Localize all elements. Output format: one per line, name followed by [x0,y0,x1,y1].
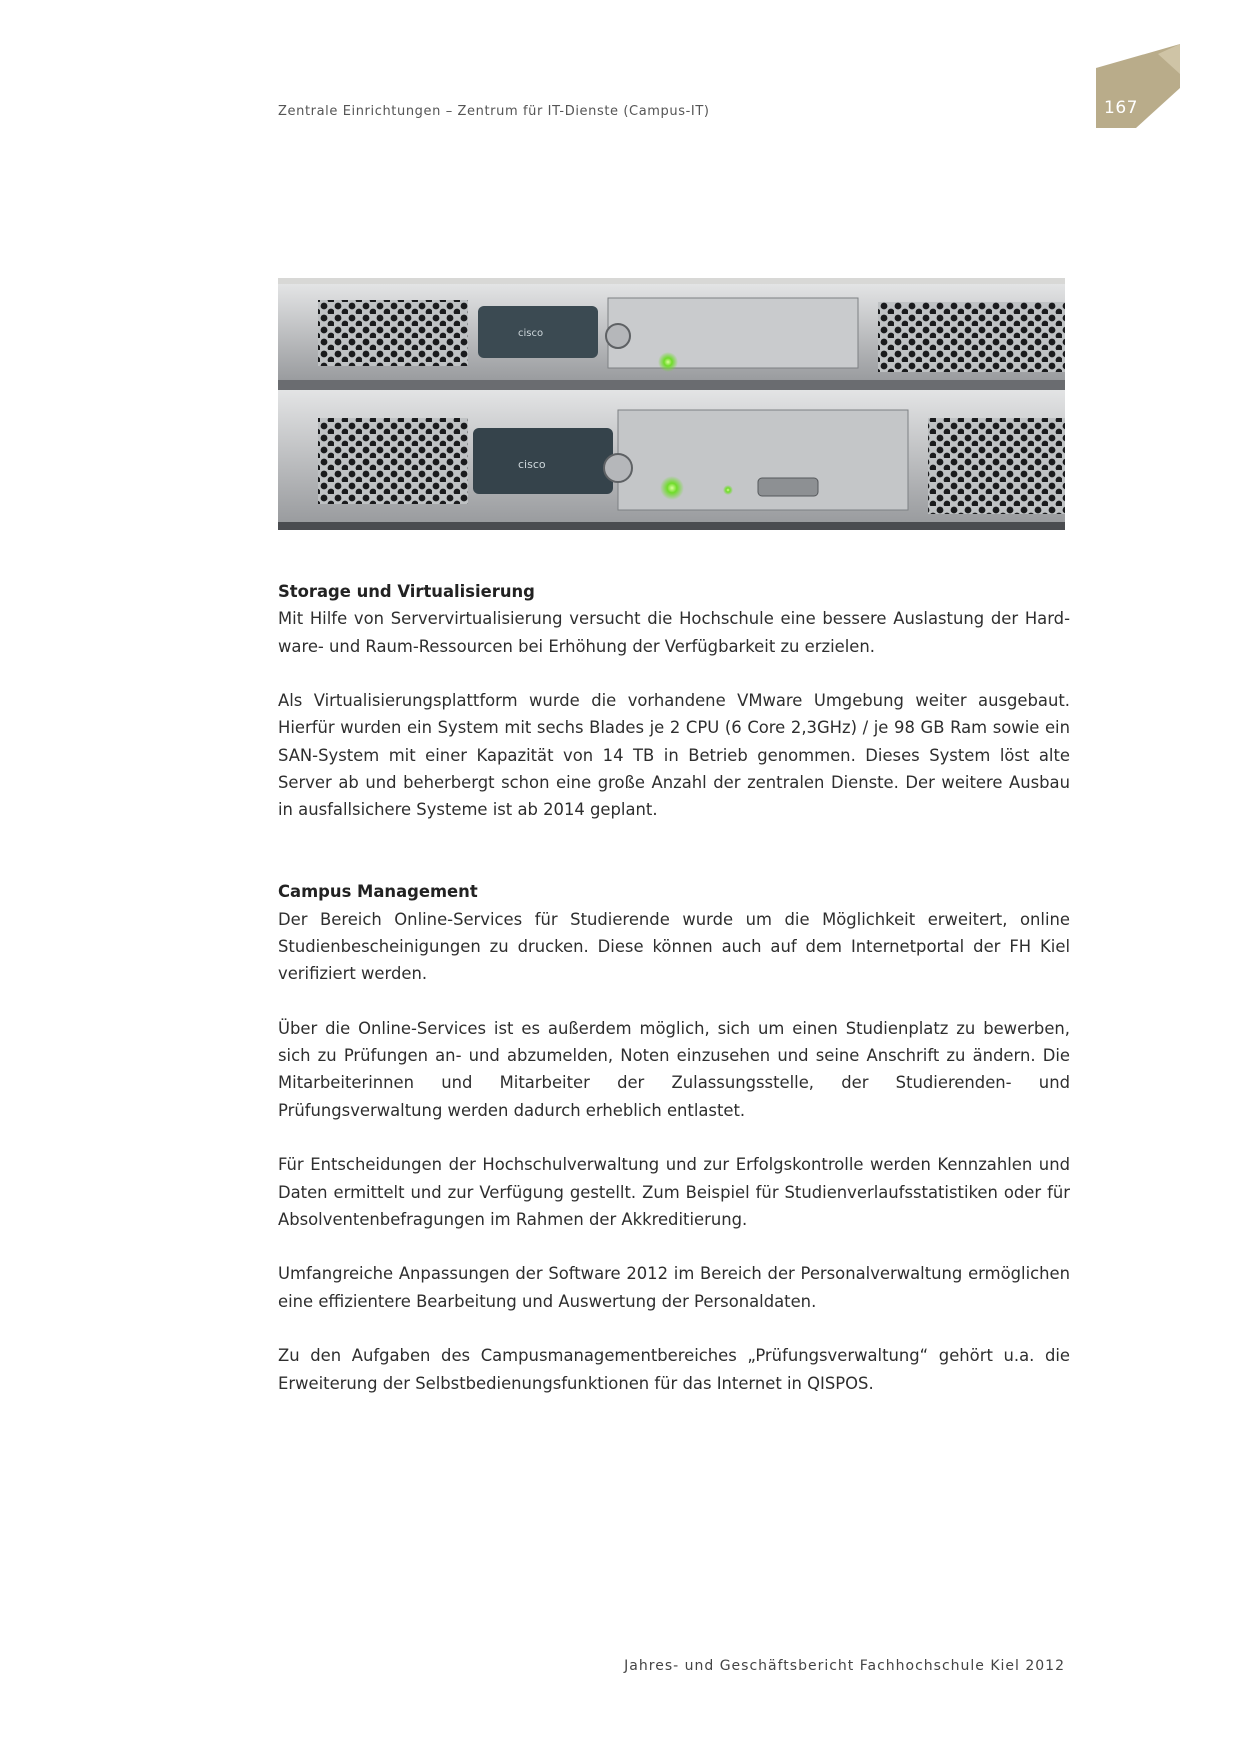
paragraph: Mit Hilfe von Servervirtualisierung versucht die Hochschule eine bessere Auslastung der Hardware- und Raum-Ressourcen bei Erhöhung der Verfügbarkeit zu erzielen. [278,609,1070,656]
paragraph: Umfangreiche Anpassungen der Software 2012 im Bereich der Personalverwaltung ermöglichen eine effizientere Bearbeitung und Auswertung der Personaldaten. [278,1264,1070,1311]
page-number: 167 [1104,98,1138,118]
running-footer: Jahres- und Geschäftsbericht Fachhochschule Kiel 2012 [624,1658,1065,1674]
section-spacer [278,851,1070,878]
cisco-logo-top: cisco [518,328,544,339]
cisco-logo-bottom: cisco [518,458,546,471]
paragraph: Für Entscheidungen der Hochschulverwaltung und zur Erfolgskontrolle werden Kennzahlen und Daten ermittelt und zur Verfügung gestellt. Zum Beispiel für Studienverlaufsstatistiken oder für Absolventenbefragungen im Rahmen der Akkreditierung. [278,1155,1070,1229]
article-body [278,578,1070,1424]
server-blade-photo-icon [278,278,1065,530]
running-header: Zentrale Einrichtungen – Zentrum für IT-Dienste (Campus-IT) [278,104,710,119]
paragraph: Zu den Aufgaben des Campusmanagementbereiches „Prüfungsverwaltung“ gehört u.a. die Erweiterung der Selbstbedienungsfunktionen für das Internet in QISPOS. [278,1346,1070,1393]
paragraph: Der Bereich Online-Services für Studierende wurde um die Möglichkeit erweitert, online Studienbescheinigungen zu drucken. Diese können auch auf dem Internetportal der FH Kiel verifiziert werden. [278,909,1070,984]
paragraph: Über die Online-Services ist es außerdem möglich, sich um einen Studienplatz zu bewerben, sich zu Prüfungen an- und abzumelden, Noten einzusehen und seine Anschrift zu ändern. Die Mitarbeiterinnen und Mitarbeiter der Zulassungsstelle, der Studierenden- und Prüfungsverwaltung werden dadurch erheblich entlastet. [278,1018,1070,1120]
section-heading-campus-management: Campus Management [278,882,478,902]
section-heading-storage: Storage und Virtualisierung [278,582,535,601]
paragraph: Als Virtualisierungsplattform wurde die vorhandene VMware Umgebung weiter ausgebaut. Hierfür wurden ein System mit sechs Blades je 2 CPU (6 Core 2,3GHz) / je 98 GB Ram sowie ein SAN-System mit einer Kapazität von 14 TB in Betrieb genommen. Dieses System löst alte Server ab und beherbergt schon eine große Anzahl der zentralen Dienste. Der weitere Ausbau in ausfallsichere Systeme ist ab 2014 geplant. [278,691,1070,820]
server-photo [278,278,1065,530]
